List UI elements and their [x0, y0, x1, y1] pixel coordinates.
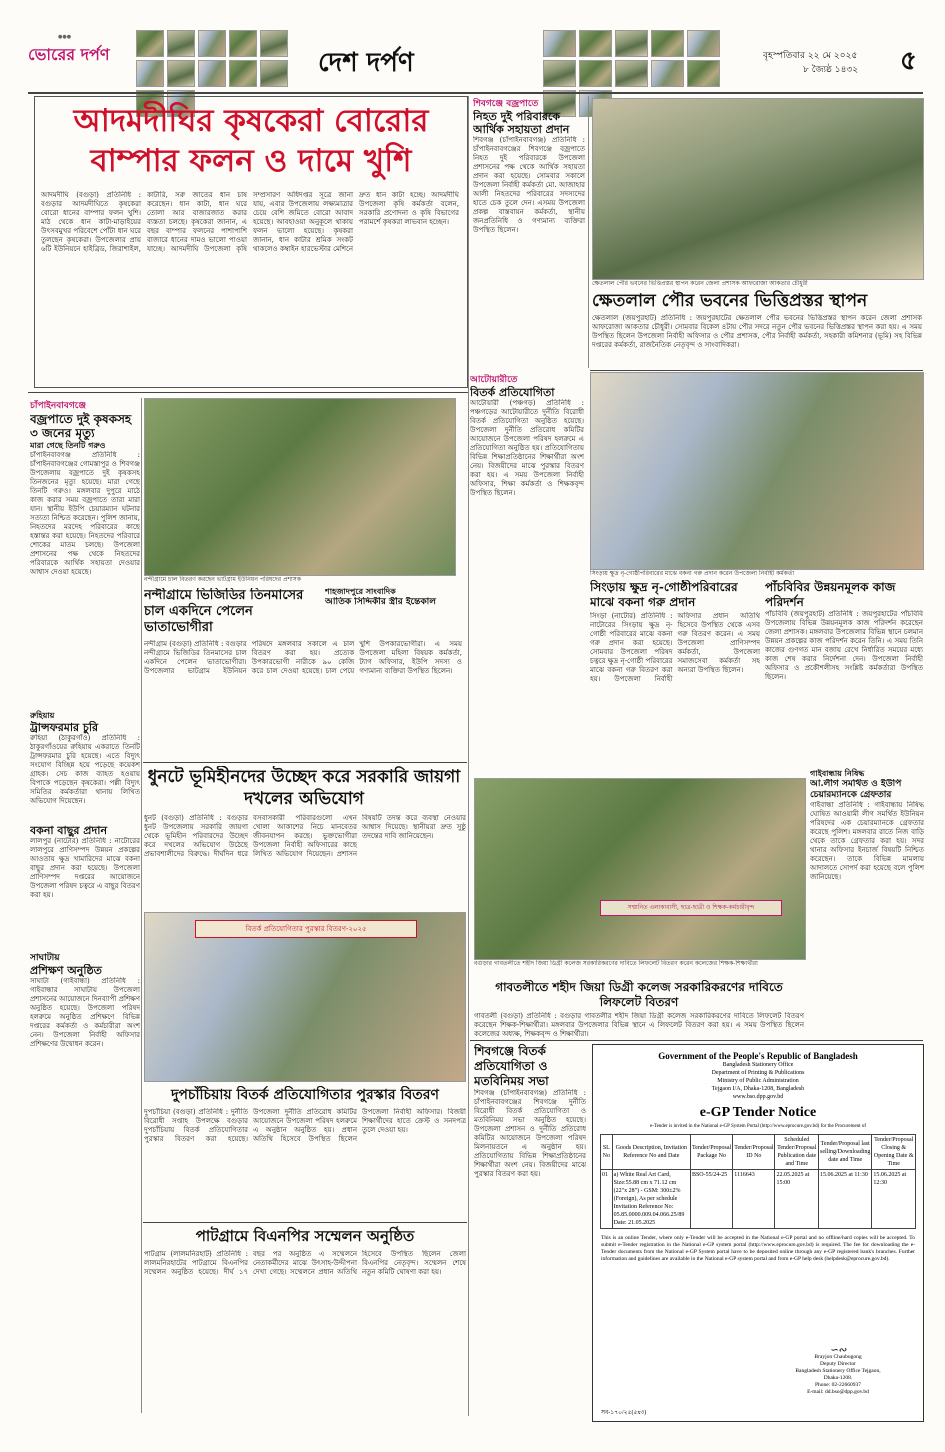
shahjadpur-headline: আতিক সিদ্দিকীর স্ত্রীর ইন্তেকাল: [325, 597, 436, 607]
tender-header-cell: Tender/Proposal ID No: [733, 1135, 775, 1170]
section-divider: [590, 370, 923, 371]
tender-title: e-GP Tender Notice: [699, 1105, 817, 1120]
masthead: [28, 30, 923, 92]
atoari-headline: বিতর্ক প্রতিযোগিতা: [470, 386, 555, 399]
panchbibi-story: [765, 580, 923, 760]
header-photo-strip: [136, 30, 306, 84]
gabtali-photo: [474, 778, 806, 960]
tender-signer-phone: Phone: 02-22660937: [815, 1382, 861, 1388]
chapai-sub: মারা গেছে তিনটি গরুও: [30, 440, 106, 450]
tender-signer-email: E-mail: dd.bso@dpp.gov.bd: [807, 1389, 869, 1395]
dhunat-body: ধুনট (বগুড়া) প্রতিনিধি : বগুড়ার ধুনট উপজেলায় সরকারি জায়গা থেকে ভূমিহীন পরিবারদের উচ্ছেদ করে দখলের অভিযোগ উঠেছে প্রভাবশালীদের বিরুদ্ধে। দীর্ঘদিন ধরে বসবাসকারী পরিবারগুলো এখন খোলা আকাশের নিচে মানবেতর জীবনযাপন করছে। ভুক্তভোগীরা উপজেলা নির্বাহী অফিসারের কাছে লিখিত অভিযোগ দিয়েছেন। প্রশাসন বিষয়টি তদন্ত করে ব্যবস্থা নেওয়ার আশ্বাস দিয়েছে। স্থানীয়রা দ্রুত সুষ্ঠু তদন্তের দাবি জানিয়েছেন।: [144, 814, 466, 858]
saghata-headline: প্রশিক্ষণ অনুষ্ঠিত: [30, 964, 102, 977]
tender-office1: Bangladesh Stationery Office: [722, 1062, 794, 1068]
section-divider: [143, 1222, 467, 1223]
shahjadpur-kicker: শাহজাদপুরে সাংবাদিক: [325, 586, 396, 596]
page-number: ৫: [900, 46, 917, 76]
ketlal-headline: ক্ষেতলাল পৌর ভবনের ভিত্তিপ্রস্তর স্থাপন: [592, 291, 868, 311]
dhunat-headline: ধুনটে ভূমিহীনদের উচ্ছেদ করে সরকারি জায়গা দখলের অভিযোগ: [147, 767, 461, 809]
bokna-story: [30, 824, 140, 944]
lead-headline-line1: আদমদীঘির কৃষকেরা বোরোর: [73, 103, 429, 139]
saghata-story: [30, 952, 140, 1102]
section-divider: [28, 392, 468, 393]
tender-header-cell: Tender/Proposal Closing & Opening Date & Time: [872, 1135, 916, 1170]
shibganj-headline: নিহত দুই পরিবারকে আর্থিক সহায়তা প্রদান: [473, 110, 570, 136]
nandigram-body: নন্দীগ্রাম (বগুড়া) প্রতিনিধি : বগুড়ার নন্দীগ্রামে ভিজিডির তিনমাসের চাল একদিনে পেলেন ভাতাভোগীরা। উপজেলার ভাটগ্রাম ইউনিয়ন পরিষদে মঙ্গলবার সকালে এ চাল বিতরণ করা হয়। প্রত্যেক উপকারভোগী নারীকে ৯০ কেজি করে চাল দেওয়া হয়েছে। চাল পেয়ে খুশি উপকারভোগীরা। এ সময় উপজেলা মহিলা বিষয়ক কর্মকর্তা, ট্যাগ অফিসার, ইউপি সদস্য ও গণ্যমান্য ব্যক্তিরা উপস্থিত ছিলেন।: [144, 640, 462, 675]
gaibandha-story: [810, 768, 924, 1038]
patgram-headline: পাটগ্রামে বিএনপির সম্মেলন অনুষ্ঠিত: [195, 1227, 415, 1245]
ruhiya-headline: ট্রান্সফরমার চুরি: [30, 721, 99, 734]
shibganj-body: শিবগঞ্জ (চাঁপাইনবাবগঞ্জ) প্রতিনিধি : চাঁপাইনবাবগঞ্জের শিবগঞ্জে বজ্রপাতে নিহত দুই পরিবারকে উপজেলা প্রশাসনের পক্ষ থেকে আর্থিক সহায়তা প্রদান করা হয়েছে। সোমবার সকালে উপজেলা নির্বাহী কর্মকর্তা মো. আজাহার আলী নিহতদের পরিবারের সদস্যদের হাতে চেক তুলে দেন। এসময় উপজেলা প্রকল্প বাস্তবায়ন কর্মকর্তা, স্থানীয় জনপ্রতিনিধি ও গণ্যমান্য ব্যক্তিরা উপস্থিত ছিলেন।: [473, 136, 585, 234]
chapai-story: [30, 400, 140, 705]
tender-signer: Brayjon Chaubugong: [814, 1354, 862, 1360]
dupchanchia-banner-text: বিতর্ক প্রতিযোগিতার পুরস্কার বিতরণ-২০২৫: [245, 925, 367, 933]
chapai-headline: বজ্রপাতে দুই কৃষকসহ ৩ জনের মৃত্যু: [30, 412, 132, 440]
lead-headline: [41, 101, 461, 181]
section-divider: [470, 1040, 923, 1041]
ruhiya-story: [30, 710, 140, 820]
gabtali-body: গাবতলী (বগুড়া) প্রতিনিধি : বগুড়ার গাবতলীর শহীদ জিয়া ডিগ্রী কলেজ সরকারিকরণের দাবিতে লিফলেট বিতরণ করেছেন শিক্ষক-শিক্ষার্থীরা। মঙ্গলবার উপজেলার বিভিন্ন স্থানে এ লিফলেট বিতরণ করা হয়। এ সময় উপস্থিত ছিলেন কলেজের অধ্যক্ষ, শিক্ষকবৃন্দ ও শিক্ষার্থীরা।: [474, 1012, 804, 1038]
tender-intro: e-Tender is invited in the National e-GP System Portal (http://www.eprocure.gov.bd) for the Procurement of: [650, 1124, 866, 1129]
dupchanchia-banner: [195, 920, 417, 938]
shibganj-debate-headline: শিবগঞ্জে বিতর্ক প্রতিযোগিতা ও মতবিনিময় সভা: [474, 1044, 549, 1088]
tender-cell: BSO-55/24-25: [690, 1170, 732, 1229]
column-divider: [588, 96, 589, 368]
tender-office5: www.bso.dpp.gov.bd: [732, 1094, 784, 1100]
tender-gov-title: Government of the People's Republic of Bangladesh: [658, 1051, 858, 1061]
table-row: [601, 1170, 916, 1229]
gabtali-banner: [600, 900, 782, 916]
ketlal-body: ক্ষেতলাল (জয়পুরহাট) প্রতিনিধি : জয়পুরহাটের ক্ষেতলাল পৌর ভবনের ভিত্তিপ্রস্তর স্থাপন করেন জেলা প্রশাসক আফরোজা আকতার চৌধুরী। সোমবার বিকেল ৪টায় পৌর সদরে নতুন পৌর ভবনের ভিত্তিপ্রস্তর স্থাপন করা হয়। এ সময় উপস্থিত ছিলেন উপজেলা নির্বাহী অফিসার ও পৌর প্রশাসক, পৌর নির্বাহী কর্মকর্তা, সহকারী কমিশনার (ভূমি) সহ বিভিন্ন দপ্তরের কর্মকর্তা, রাজনৈতিক নেতৃবৃন্দ ও সাংবাদিকরা।: [592, 314, 922, 349]
tender-notice: [592, 1044, 924, 1422]
tender-cell: 22.05.2025 at 15:00: [775, 1170, 819, 1229]
ketlal-caption: ক্ষেতলাল পৌর ভবনের ভিত্তিপ্রস্তর স্থাপন করেন জেলা প্রশাসক আফরোজা আকতার চৌধুরী: [592, 280, 808, 287]
tender-footer: This is an online Tender, where only e-Tender will be accepted in the National e-GP portal and no offline/hard copies will be accepted. To submit e-Tender registration in the National e-GP system portal (http://www.eprocure.gov.bd) is required. The fee for downloading the e-Tender documents from the National e-GP System portal have to be deposited online through any e-GP registered bank's branches. Further information and guidelines are available in the National e-GP system portal and from e-GP help desk (helpdesk@eprocure.gov.bd).: [601, 1235, 915, 1262]
lead-story: [34, 96, 468, 388]
tender-office2: Department of Printing & Publications: [711, 1070, 805, 1076]
section-divider: [143, 762, 467, 763]
ruhiya-body: রুহিয়া (ঠাকুরগাঁও) প্রতিনিধি : ঠাকুরগাঁওয়ের রুহিয়ায় একরাতে তিনটি ট্রান্সফরমার চুরি হয়েছে। এতে বিদ্যুৎ সংযোগ বিচ্ছিন্ন হয়ে পড়েছে কয়েকশ গ্রাহক। সেচ কাজ ব্যাহত হওয়ায় বিপাকে পড়েছেন কৃষকেরা। পল্লী বিদ্যুৎ সমিতির কর্মকর্তারা থানায় লিখিত অভিযোগ দিয়েছেন।: [30, 734, 140, 805]
logo-text: ভোরের দর্পণ: [28, 45, 110, 64]
gabtali-banner-text: সম্মানিত এলাকাবাসী, ছাত্র-ছাত্রী ও শিক্ষক-কর্মচারীবৃন্দ: [627, 904, 755, 911]
dupchanchia-body: দুপচাঁচিয়া (বগুড়া) প্রতিনিধি : দুর্নীতি বিরোধী সপ্তাহ উপলক্ষে বগুড়ার দুপচাঁচিয়ায় বিতর্ক প্রতিযোগিতার পুরস্কার বিতরণ করা হয়েছে। উপজেলা দুর্নীতি প্রতিরোধ কমিটির আয়োজনে উপজেলা পরিষদ হলরুমে এ অনুষ্ঠান অনুষ্ঠিত হয়। প্রধান অতিথি হিসেবে উপস্থিত ছিলেন উপজেলা নির্বাহী অফিসার। বিজয়ী শিক্ষার্থীদের হাতে ক্রেস্ট ও সনদপত্র তুলে দেওয়া হয়।: [144, 1108, 466, 1143]
tender-header-cell: Goods Description, Invitation Reference No and Date: [612, 1135, 690, 1170]
shibganj-kicker: শিবগঞ্জে বজ্রপাতে: [473, 99, 539, 109]
nandigram-headline: নন্দীগ্রামে ভিজিডির তিনমাসের চাল একদিনে পেলেন ভাতাভোগীরা: [144, 588, 304, 635]
tender-cell: a) White Real Art Card, Size:55.88 cm x 71.12 cm (22"x 28") - GSM: 300±2% (Foreign), As per schedule Invitation Reference No: 05.85.0000.009.04.066.25/89 Date: 21.05.2025: [612, 1170, 690, 1229]
column-divider: [141, 398, 142, 1413]
dupchanchia-headline: দুপচাঁচিয়ায় বিতর্ক প্রতিযোগিতার পুরস্কার বিতরণ: [171, 1087, 439, 1103]
tender-table: [600, 1134, 916, 1229]
tender-office3: Ministry of Public Administration: [717, 1078, 799, 1084]
gaibandha-body: গাইবান্ধা প্রতিনিধি : গাইবান্ধায় নিষিদ্ধ ঘোষিত আওয়ামী লীগ সমর্থিত ইউনিয়ন পরিষদের এক চেয়ারম্যানকে গ্রেফতার করেছে পুলিশ। মঙ্গলবার রাতে নিজ বাড়ি থেকে তাকে গ্রেফতার করা হয়। সদর থানার অফিসার ইনচার্জ বিষয়টি নিশ্চিত করেছেন। তাকে বিভিন্ন মামলায় আদালতে সোপর্দ করা হয়েছে বলে পুলিশ জানিয়েছে।: [810, 801, 924, 881]
gabtali-caption: বগুড়ার গাবতলীতে শহীদ জিয়া ডিগ্রী কলেজ সরকারিকরণের দাবিতে লিফলেট বিতরণ করেন কলেজের শিক্ষক-শিক্ষার্থীরা: [474, 960, 758, 967]
saghata-kicker: সাঘাটায়: [30, 953, 60, 963]
atoari-story: [470, 374, 584, 836]
shahjadpur-story: [325, 586, 465, 758]
shibganj-story: [473, 98, 585, 368]
logo-tagline: ●●●: [58, 34, 72, 40]
signature-mark: ∽∾: [829, 1345, 847, 1356]
shibganj-debate-body: শিবগঞ্জ (চাঁপাইনবাবগঞ্জ) প্রতিনিধি : চাঁপাইনবাবগঞ্জের শিবগঞ্জে দুর্নীতি বিরোধী বিতর্ক প্রতিযোগিতা ও মতবিনিময় সভা অনুষ্ঠিত হয়েছে। উপজেলা প্রশাসন ও দুর্নীতি প্রতিরোধ কমিটির আয়োজনে উপজেলা পরিষদ মিলনায়তনে এ অনুষ্ঠান হয়। প্রতিযোগিতায় বিভিন্ন শিক্ষাপ্রতিষ্ঠানের শিক্ষার্থীরা অংশ নেয়। বিজয়ীদের মাঝে পুরস্কার বিতরণ করা হয়।: [474, 1089, 586, 1178]
ruhiya-kicker: রুহিয়ায়: [30, 710, 55, 720]
tender-header-row: [601, 1135, 916, 1170]
logo: [28, 34, 128, 74]
tender-signature: [763, 1347, 913, 1396]
tender-office4: Tejgaon I/A, Dhaka-1208, Bangladesh: [711, 1086, 805, 1092]
section-title: দেশ দর্পণ: [318, 48, 414, 78]
tender-gd-ref: সব-১৭০/২৫(৫x৩): [601, 1410, 647, 1416]
ketlal-photo: [592, 98, 924, 280]
tender-cell: 15.06.2025 at 11:30: [819, 1170, 872, 1229]
gaibandha-headline: আ.লীগ সমর্থিত ও ইউপি চেয়ারম্যানকে গ্রেফতার: [810, 779, 902, 800]
tender-cell: 01: [601, 1170, 613, 1229]
panchbibi-headline: পাঁচবিবির উন্নয়নমূলক কাজ পরিদর্শন: [765, 580, 896, 609]
date-line-1: বৃহস্পতিবার ২২ মে ২০২৫: [763, 51, 858, 61]
tender-signer-title2: Bangladesh Stationery Office Tejgaon,: [795, 1368, 881, 1374]
tender-signer-title1: Deputy Director: [820, 1361, 856, 1367]
chapai-body: চাঁপাইনবাবগঞ্জ প্রতিনিধি : চাঁপাইনবাবগঞ্জের গোমস্তাপুর ও শিবগঞ্জ উপজেলায় বজ্রপাতে দুই কৃষকসহ তিনজনের মৃত্যু হয়েছে। মারা গেছে তিনটি গরুও। মঙ্গলবার দুপুরে মাঠে কাজ করার সময় বজ্রপাতে তারা মারা যান। স্থানীয় ইউপি চেয়ারম্যান ঘটনার সত্যতা নিশ্চিত করেছেন। পুলিশ জানায়, নিহতদের মরদেহ পরিবারের কাছে হস্তান্তর করা হয়েছে। নিহতদের পরিবারে শোকের মাতম চলছে। উপজেলা প্রশাসনের পক্ষ থেকে নিহতদের পরিবারকে আর্থিক সহায়তা দেওয়ার আশ্বাস দেওয়া হয়েছে।: [30, 451, 140, 576]
gaibandha-kicker: গাইবান্ধায় নিষিদ্ধ: [810, 768, 865, 778]
nandigram-photo: [144, 398, 456, 576]
tender-header-cell: SL No: [601, 1135, 613, 1170]
nandigram-caption: নন্দীগ্রামে চাল বিতরণ করছেন ভাটগ্রাম ইউনিয়ন পরিষদের প্রশাসক: [144, 576, 301, 583]
tender-signer-title3: Dhaka-1208.: [823, 1375, 853, 1381]
tender-header-cell: Scheduled Tender/Proposal Publication date and Time: [775, 1135, 819, 1170]
singra-body: সিংড়া (নাটোর) প্রতিনিধি : নাটোরের সিংড়ায় ক্ষুদ্র নৃ-গোষ্ঠী পরিবারের মাঝে বকনা গরু প্রদান করা হয়েছে। সোমবার উপজেলা পরিষদ চত্বরে ক্ষুদ্র নৃ-গোষ্ঠী পরিবারের মাঝে বকনা গরু বিতরণ করা হয়। উপজেলা নির্বাহী অফিসার প্রধান অতিথি হিসেবে উপস্থিত থেকে এসব গরু বিতরণ করেন। এ সময় উপজেলা প্রাণিসম্পদ কর্মকর্তা, উপজেলা সমাজসেবা কর্মকর্তা সহ অন্যরা উপস্থিত ছিলেন।: [590, 612, 760, 683]
singra-caption: সিংড়ায় ক্ষুদ্র নৃ-গোষ্ঠীপরিবারের মাঝে বকনা গরু প্রদান করেন উপজেলা নির্বাহী কর্মকর্তা: [590, 570, 795, 577]
header-photo-strip-right: [543, 30, 753, 84]
saghata-body: সাঘাটা (গাইবান্ধা) প্রতিনিধি : গাইবান্ধার সাঘাটায় উপজেলা প্রশাসনের আয়োজনে দিনব্যাপী প্রশিক্ষণ অনুষ্ঠিত হয়েছে। উপজেলা পরিষদ হলরুমে অনুষ্ঠিত প্রশিক্ষণে বিভিন্ন দপ্তরের কর্মকর্তা ও কর্মচারীরা অংশ নেন। উপজেলা নির্বাহী অফিসার প্রশিক্ষণের উদ্বোধন করেন।: [30, 977, 140, 1048]
panchbibi-body: পাঁচবিবি (জয়পুরহাট) প্রতিনিধি : জয়পুরহাটের পাঁচবিবি উপজেলায় বিভিন্ন উন্নয়নমূলক কাজ পরিদর্শন করেছেন জেলা প্রশাসক। মঙ্গলবার উপজেলার বিভিন্ন স্থানে চলমান উন্নয়ন প্রকল্পের কাজ পরিদর্শন করেন তিনি। এ সময় তিনি কাজের গুণগত মান বজায় রেখে নির্ধারিত সময়ের মধ্যে কাজ শেষ করার নির্দেশনা দেন। উপজেলা নির্বাহী অফিসার ও প্রকৌশলীসহ সংশ্লিষ্ট কর্মকর্তারা উপস্থিত ছিলেন।: [765, 610, 923, 681]
singra-headline: সিংড়ায় ক্ষুদ্র নৃ-গোষ্ঠীপরিবারের মাঝে বকনা গরু প্রদান: [590, 580, 738, 609]
lead-body: আদমদীঘি (বগুড়া) প্রতিনিধি : বগুড়ার আদমদীঘিতে কৃষকেরা বোরো ধানের বাম্পার ফলন খুশি। মাঠ থেকে ধান কাটা-মাড়াইয়ের উৎসবমুখর পরিবেশে পোঁটা ধান ঘরে তুলছেন কৃষকেরা। উপজেলার প্রায় ৬টি ইউনিয়নে হাইব্রিড, জিরাশাইল, কাটারি, সরু জাতের ধান চাষ করেছেন। ধান কাটা, ধান ঘরে তোলা আর বাজারজাত করার ব্যস্ততা চলছে। কৃষকেরা জানান, এ বছর বাম্পার ফলনের পাশাপাশি বাজারে ধানের দামও ভালো পাওয়া যাচ্ছে। আদমদীঘি উপজেলা কৃষি সম্প্রসারণ অধিদপ্তর সূত্রে জানা যায়, এবার উপজেলায় লক্ষ্যমাত্রার চেয়ে বেশি জমিতে বোরো আবাদ হয়েছে। আবহাওয়া অনুকূলে থাকায় ফলন ভালো হয়েছে। কৃষকরা জানান, ধান কাটার শ্রমিক সংকট থাকলেও কম্বাইন হারভেস্টার মেশিনে দ্রুত ধান কাটা হচ্ছে। আদমদীঘি উপজেলা কৃষি কর্মকর্তা বলেন, সরকারি প্রণোদনা ও কৃষি বিভাগের পরামর্শে কৃষকরা লাভবান হচ্ছেন।: [41, 191, 459, 253]
singra-photo: [590, 372, 924, 570]
tender-cell: 1116643: [733, 1170, 775, 1229]
tender-cell: 15.06.2025 at 12:30: [872, 1170, 916, 1229]
patgram-body: পাটগ্রাম (লালমনিরহাট) প্রতিনিধি : লালমনিরহাটের পাটগ্রামে বিএনপির সম্মেলন অনুষ্ঠিত হয়েছে। দীর্ঘ ১৭ বছর পর অনুষ্ঠিত এ সম্মেলনে নেতাকর্মীদের মাঝে উৎসাহ-উদ্দীপনা দেখা গেছে। সম্মেলনে প্রধান অতিথি হিসেবে উপস্থিত ছিলেন জেলা বিএনপির নেতৃবৃন্দ। সম্মেলন শেষে নতুন কমিটি ঘোষণা করা হয়।: [144, 1250, 466, 1276]
bokna-body: লালপুর (নাটোর) প্রতিনিধি : নাটোরের লালপুরে প্রাণিসম্পদ উন্নয়ন প্রকল্পের আওতায় ক্ষুদ্র খামারিদের মাঝে বকনা বাছুর প্রদান করা হয়েছে। উপজেলা প্রাণিসম্পদ দপ্তরের আয়োজনে উপজেলা পরিষদ চত্বরে এ বাছুর বিতরণ করা হয়।: [30, 837, 140, 899]
gabtali-headline: গাবতলীতে শহীদ জিয়া ডিগ্রী কলেজ সরকারিকরণের দাবিতে লিফলেট বিতরণ: [495, 980, 783, 1009]
column-divider: [468, 96, 469, 1416]
masthead-rule: [28, 92, 923, 94]
tender-header-cell: Tender/Proposal last selling/Downloading date and Time: [819, 1135, 872, 1170]
chapai-kicker: চাঁপাইনবাবগঞ্জে: [30, 401, 87, 411]
lead-headline-line2: বাম্পার ফলন ও দামে খুশি: [90, 143, 412, 179]
atoari-kicker: আটোয়ারীতে: [470, 375, 518, 385]
date-line-2: ৮ জ্যৈষ্ঠ ১৪৩২: [803, 65, 859, 75]
shibganj-debate-story: [474, 1044, 586, 1414]
bokna-headline: বকনা বাছুর প্রদান: [30, 824, 108, 837]
tender-header-cell: Tender/Proposal Package No: [690, 1135, 732, 1170]
atoari-body: আটোয়ারী (পঞ্চগড়) প্রতিনিধি : পঞ্চগড়ের আটোয়ারীতে দুর্নীতি বিরোধী বিতর্ক প্রতিযোগিতা অনুষ্ঠিত হয়েছে। উপজেলা দুর্নীতি প্রতিরোধ কমিটির আয়োজনে উপজেলা পরিষদ হলরুমে এ প্রতিযোগিতা অনুষ্ঠিত হয়। প্রতিযোগিতায় বিভিন্ন শিক্ষাপ্রতিষ্ঠানের শিক্ষার্থীরা অংশ নেয়। বিজয়ীদের মাঝে পুরস্কার বিতরণ করা হয়। এ সময় উপজেলা নির্বাহী অফিসার, শিক্ষা কর্মকর্তা ও শিক্ষকবৃন্দ উপস্থিত ছিলেন।: [470, 399, 584, 497]
